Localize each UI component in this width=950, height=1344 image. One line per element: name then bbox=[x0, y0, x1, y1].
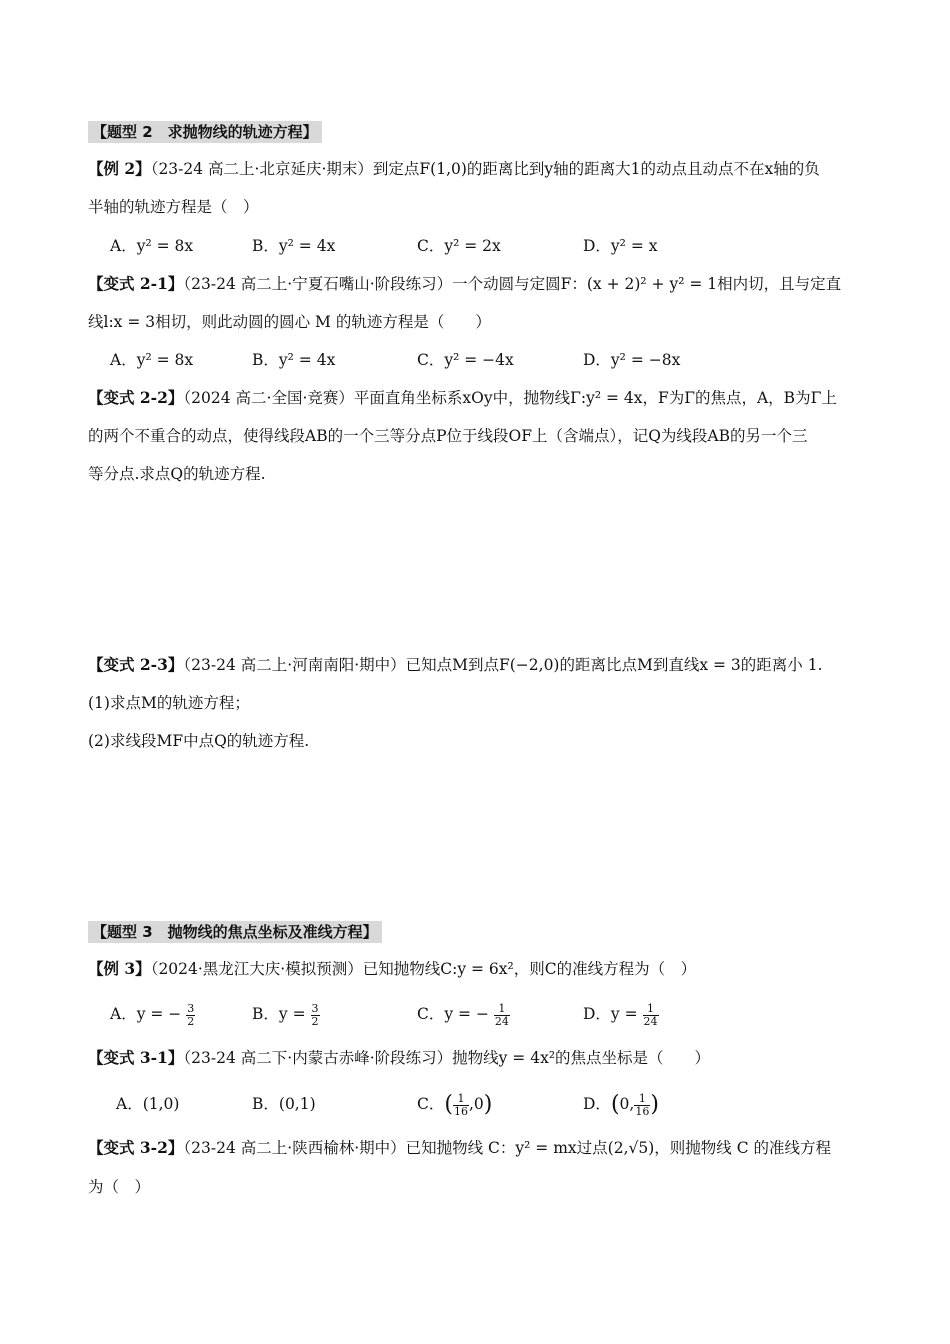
variant-2-3-question-1: (1)求点M的轨迹方程； bbox=[88, 694, 250, 712]
section-heading-3: 【题型 3 抛物线的焦点坐标及准线方程】 bbox=[88, 921, 382, 943]
option-a-prefix: A．y = − bbox=[110, 1005, 182, 1023]
variant-2-1-line-1 bbox=[88, 273, 878, 295]
fraction bbox=[311, 1003, 320, 1028]
option-a[interactable]: A．y² = 8x bbox=[110, 351, 194, 369]
variant-2-3-text-1: （23-24 高二上·河南南阳·期中）已知点M到点F(−2,0)的距离比点M到直线x = 3的距离小 1. bbox=[183, 656, 823, 674]
example-3-label: 【例 3】 bbox=[88, 959, 151, 978]
variant-3-1-text-1: （23-24 高二下·内蒙古赤峰·阶段练习）抛物线y = 4x²的焦点坐标是（ ） bbox=[183, 1049, 711, 1067]
variant-2-3-label: 【变式 2-3】 bbox=[88, 655, 184, 674]
option-c[interactable] bbox=[417, 1002, 510, 1028]
option-a[interactable] bbox=[110, 1002, 195, 1028]
variant-2-1-label: 【变式 2-1】 bbox=[88, 274, 184, 293]
option-c-after: ,0 bbox=[468, 1095, 484, 1113]
option-d-before: 0, bbox=[619, 1095, 635, 1113]
denominator: 2 bbox=[187, 1014, 195, 1028]
option-c-prefix: C． bbox=[417, 1095, 445, 1113]
option-d[interactable]: D．y² = x bbox=[583, 237, 658, 255]
option-b[interactable] bbox=[252, 1002, 320, 1028]
variant-2-3-line-1 bbox=[88, 654, 878, 676]
numerator: 3 bbox=[187, 1001, 195, 1015]
variant-3-2-line-2: 为（ ） bbox=[88, 1178, 151, 1196]
option-d[interactable] bbox=[583, 1092, 659, 1118]
variant-2-2-label: 【变式 2-2】 bbox=[88, 388, 184, 407]
variant-2-1-line-2: 线l:x = 3相切，则此动圆的圆心 M 的轨迹方程是（ ） bbox=[88, 313, 491, 331]
option-d[interactable]: D．y² = −8x bbox=[583, 351, 681, 369]
right-paren: ) bbox=[483, 1092, 493, 1117]
denominator: 16 bbox=[453, 1104, 468, 1118]
variant-2-2-line-1 bbox=[88, 387, 878, 409]
variant-3-2-label: 【变式 3-2】 bbox=[88, 1138, 184, 1157]
denominator: 24 bbox=[643, 1014, 658, 1028]
numerator: 3 bbox=[311, 1001, 319, 1015]
option-b[interactable]: B．(0,1) bbox=[252, 1095, 316, 1113]
option-c-prefix: C．y = − bbox=[417, 1005, 489, 1023]
option-a[interactable]: A．y² = 8x bbox=[110, 237, 194, 255]
example-3-line-1 bbox=[88, 958, 878, 980]
option-c[interactable] bbox=[417, 1092, 492, 1118]
option-c[interactable]: C．y² = 2x bbox=[417, 237, 501, 255]
left-paren: ( bbox=[444, 1092, 453, 1117]
example-2-label: 【例 2】 bbox=[88, 159, 151, 178]
numerator: 1 bbox=[634, 1093, 650, 1106]
right-paren: ) bbox=[650, 1092, 659, 1117]
denominator: 24 bbox=[494, 1014, 509, 1028]
example-2-text-1: （23-24 高二上·北京延庆·期末）到定点F(1,0)的距离比到y轴的距离大1的动点且动点不在x轴的负 bbox=[150, 160, 820, 178]
option-d[interactable] bbox=[583, 1002, 659, 1028]
variant-3-1-label: 【变式 3-1】 bbox=[88, 1048, 184, 1067]
variant-2-1-text-1: （23-24 高二上·宁夏石嘴山·阶段练习）一个动圆与定圆F：(x + 2)² + y² = 1相内切，且与定直 bbox=[183, 275, 842, 293]
option-b[interactable]: B．y² = 4x bbox=[252, 237, 336, 255]
denominator: 2 bbox=[311, 1014, 319, 1028]
example-2-line-2: 半轴的轨迹方程是（ ） bbox=[88, 198, 259, 216]
fraction bbox=[634, 1093, 650, 1118]
option-c[interactable]: C．y² = −4x bbox=[417, 351, 514, 369]
numerator: 1 bbox=[643, 1003, 659, 1016]
option-d-prefix: D．y = bbox=[583, 1005, 643, 1023]
fraction bbox=[186, 1003, 195, 1028]
numerator: 1 bbox=[494, 1003, 510, 1016]
option-d-prefix: D． bbox=[583, 1095, 611, 1113]
section-heading-2: 【题型 2 求抛物线的轨迹方程】 bbox=[88, 121, 322, 143]
variant-3-2-text-1: （23-24 高二上·陕西榆林·期中）已知抛物线 C：y² = mx过点(2,√5)，则抛物线 C 的准线方程 bbox=[183, 1139, 831, 1157]
variant-2-3-question-2: (2)求线段MF中点Q的轨迹方程. bbox=[88, 732, 310, 750]
denominator: 16 bbox=[635, 1104, 650, 1118]
option-a[interactable]: A．(1,0) bbox=[116, 1095, 180, 1113]
left-paren: ( bbox=[610, 1092, 620, 1117]
variant-3-2-line-1 bbox=[88, 1137, 878, 1159]
numerator: 1 bbox=[453, 1093, 469, 1106]
option-b-prefix: B．y = bbox=[252, 1005, 311, 1023]
option-b[interactable]: B．y² = 4x bbox=[252, 351, 336, 369]
fraction bbox=[453, 1093, 469, 1118]
variant-3-1-line-1 bbox=[88, 1047, 878, 1069]
example-2-line-1 bbox=[88, 158, 878, 180]
variant-2-2-text-1: （2024 高二·全国·竞赛）平面直角坐标系xOy中，抛物线Γ:y² = 4x，F为Γ的焦点，A，B为Γ上 bbox=[183, 389, 837, 407]
variant-2-2-line-3: 等分点.求点Q的轨迹方程. bbox=[88, 465, 266, 483]
variant-2-2-line-2: 的两个不重合的动点，使得线段AB的一个三等分点P位于线段OF上（含端点），记Q为线段AB的另一个三 bbox=[88, 427, 808, 445]
fraction bbox=[643, 1003, 659, 1028]
fraction bbox=[494, 1003, 510, 1028]
example-3-text-1: （2024·黑龙江大庆·模拟预测）已知抛物线C:y = 6x²，则C的准线方程为（ ） bbox=[150, 960, 697, 978]
